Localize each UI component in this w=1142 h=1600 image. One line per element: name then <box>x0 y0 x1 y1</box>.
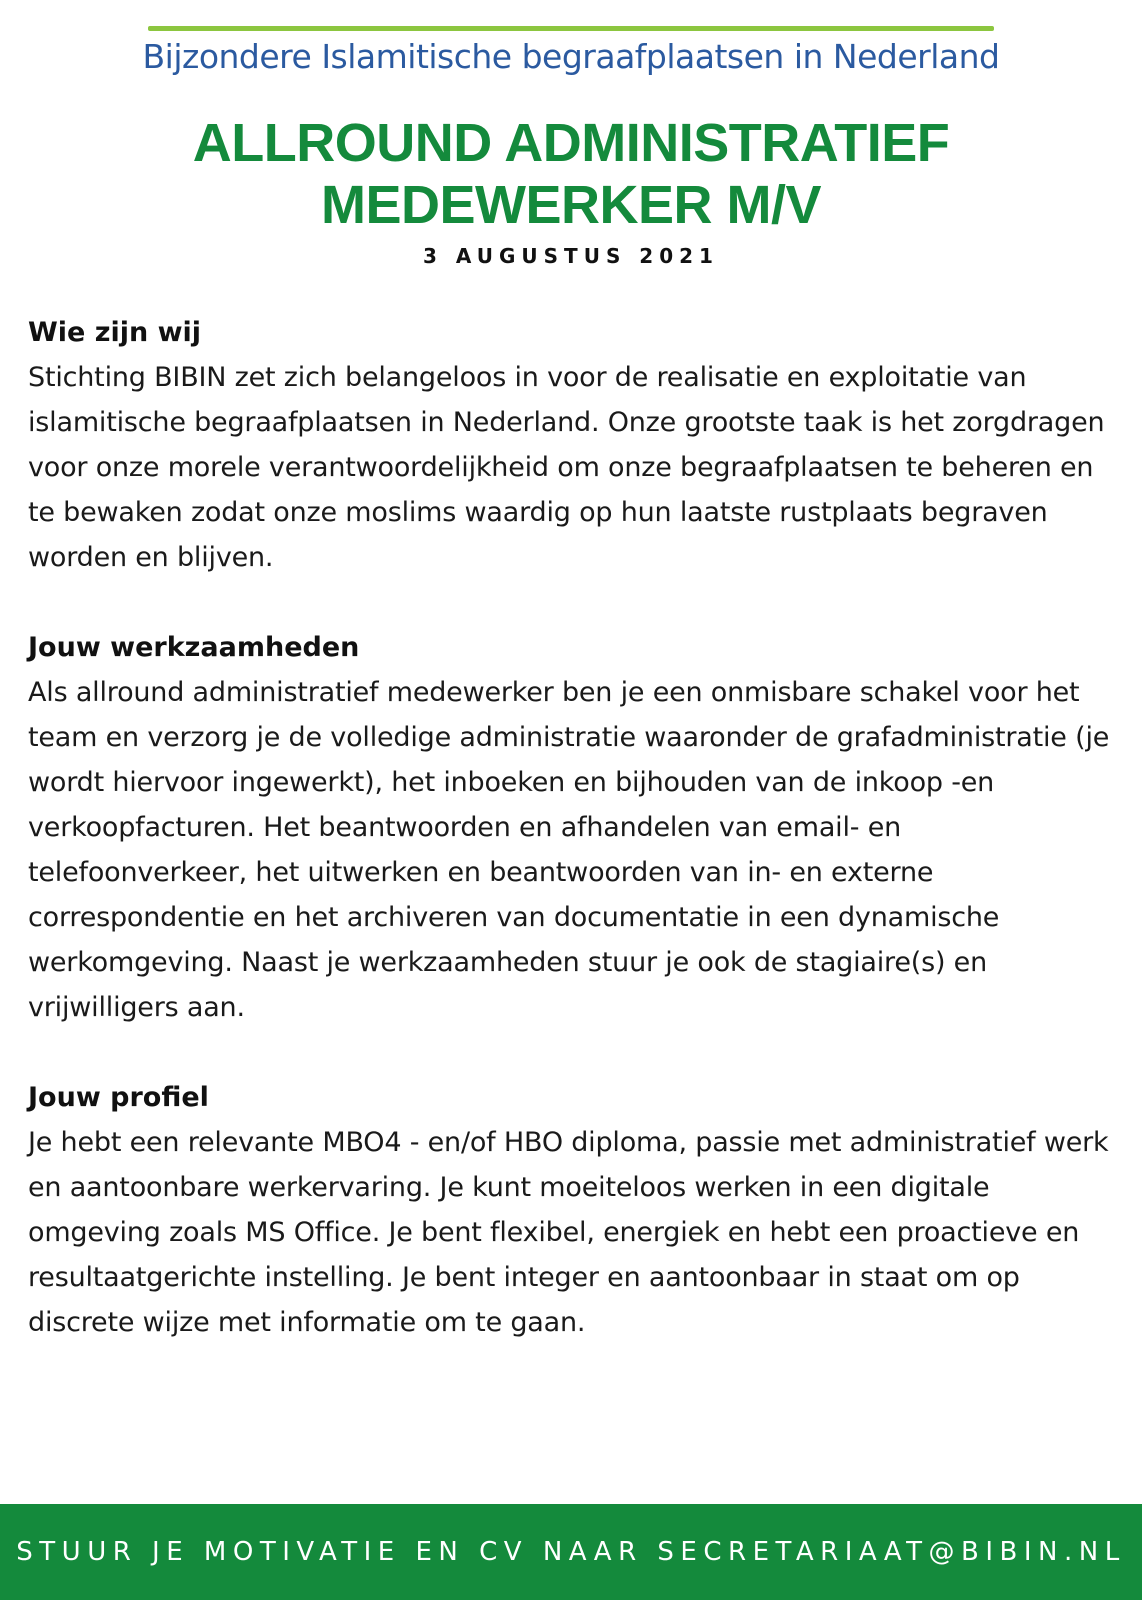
section-body: Als allround administratief medewerker ben je een onmisbare schakel voor het team en verzorg je de volledige administratie waaronder de grafadministratie (je wordt hiervoor ingewerkt), het inboeken en bijhouden van de inkoop -en verkoopfacturen. Het beantwoorden en afhandelen van email- en telefoonverkeer, het uitwerken en beantwoorden van in- en externe correspondentie en het archiveren van documentatie in een dynamische werkomgeving. Naast je werkzaamheden stuur je ook de stagiaire(s) en vrijwilligers aan. <box>28 677 1110 1023</box>
footer-banner <box>0 1504 1142 1600</box>
publication-date: 3 AUGUSTUS 2021 <box>423 244 719 268</box>
title-line-2: MEDEWERKER M/V <box>320 175 821 235</box>
section-heading: Wie zijn wij <box>28 317 202 348</box>
title-line-1: ALLROUND ADMINISTRATIEF <box>192 113 950 173</box>
header <box>0 26 1142 77</box>
footer-contact-text: STUUR JE MOTIVATIE EN CV NAAR SECRETARIAAT@BIBIN.NL <box>16 1537 1126 1567</box>
section-body: Stichting BIBIN zet zich belangeloos in voor de realisatie en exploitatie van islamitische begraafplaatsen in Nederland. Onze grootste taak is het zorgdragen voor onze morele verantwoordelijkheid om onze begraafplaatsen te beheren en te bewaken zodat onze moslims waardig op hun laatste rustplaats begraven worden en blijven. <box>28 362 1105 573</box>
section-about-us <box>28 310 1122 580</box>
section-profile <box>28 1075 1122 1345</box>
section-heading: Jouw werkzaamheden <box>28 632 360 663</box>
organization-name: Bijzondere Islamitische begraafplaatsen in Nederland <box>142 37 1000 76</box>
header-accent-line <box>148 26 994 31</box>
page-title <box>0 112 1142 236</box>
section-body: Je hebt een relevante MBO4 - en/of HBO diploma, passie met administratief werk en aantoonbare werkervaring. Je kunt moeiteloos werken in een digitale omgeving zoals MS Office. Je bent flexibel, energiek en hebt een proactieve en resultaatgerichte instelling. Je bent integer en aantoonbaar in staat om op discrete wijze met informatie om te gaan. <box>28 1127 1109 1338</box>
section-tasks <box>28 625 1122 1030</box>
section-heading: Jouw profiel <box>28 1082 209 1113</box>
main-content <box>28 310 1122 1390</box>
